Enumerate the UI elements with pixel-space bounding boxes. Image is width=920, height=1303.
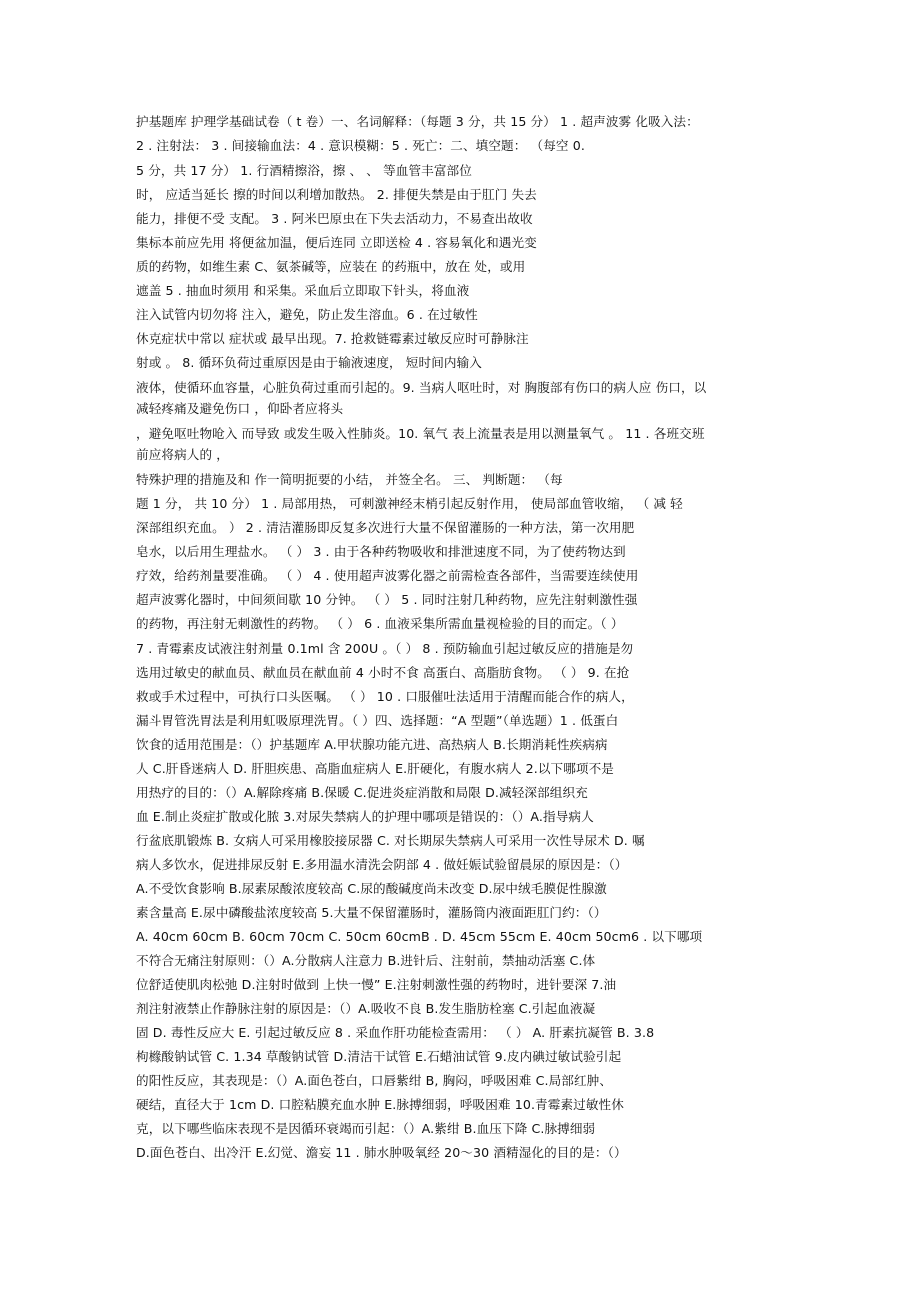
text-line: 前应将病人的 ，: [136, 447, 229, 462]
text-line: 5 分，共 17 分） 1. 行酒精擦浴，擦 、 、 等血管丰富部位: [136, 163, 472, 178]
text-line: 枸橼酸钠试管 C. 1.34 草酸钠试管 D.清洁干试管 E.石蜡油试管 9.皮内碘过敏试验引起: [136, 1049, 622, 1064]
text-line: 2 . 注射法： 3 . 间接输血法：4 . 意识模糊：5 . 死亡：二、填空题： （每空 0.: [136, 138, 585, 153]
text-line: 护基题库 护理学基础试卷（ t 卷）一、名词解释：（每题 3 分，共 15 分） 1 . 超声波雾 化吸入法：: [136, 114, 699, 129]
text-line: 血 E.制止炎症扩散或化脓 3.对尿失禁病人的护理中哪项是错误的：（）A.指导病人: [136, 809, 594, 824]
text-line: 注入试管内切勿将 注入，避免，防止发生溶血。6 . 在过敏性: [136, 307, 478, 322]
text-line: A.不受饮食影响 B.尿素尿酸浓度较高 C.尿的酸碱度尚未改变 D.尿中绒毛膜促性腺激: [136, 881, 607, 896]
text-line: 射或 。 8. 循环负荷过重原因是由于输液速度， 短时间内输入: [136, 355, 482, 370]
text-line: 用热疗的目的：（）A.解除疼痛 B.保暖 C.促进炎症消散和局限 D.减轻深部组织充: [136, 785, 588, 800]
text-line: 选用过敏史的献血员、献血员在献血前 4 小时不食 高蛋白、高脂肪食物。 （ ） 9. 在抢: [136, 665, 630, 680]
text-line: 深部组织充血。 ） 2 . 清洁灌肠即反复多次进行大量不保留灌肠的一种方法，第一次用肥: [136, 520, 635, 535]
text-line: 不符合无痛注射原则：（）A.分散病人注意力 B.进针后、注射前，禁抽动活塞 C.体: [136, 953, 596, 968]
text-line: 固 D. 毒性反应大 E. 引起过敏反应 8 . 采血作肝功能检查需用： （ ） A. 肝素抗凝管 B. 3.8: [136, 1025, 655, 1040]
text-line: 7 . 青霉素皮试液注射剂量 0.1ml 含 200U 。（ ） 8 . 预防输血引起过敏反应的措施是勿: [136, 641, 634, 656]
text-line: 硬结，直径大于 1cm D. 口腔粘膜充血水肿 E.脉搏细弱，呼吸困难 10.青霉素过敏性休: [136, 1097, 624, 1112]
text-line: 的药物，再注射无刺激性的药物。 （ ） 6 . 血液采集所需血量视检验的目的而定。（ ）: [136, 616, 624, 631]
text-line: 疗效，给药剂量要准确。 （ ） 4 . 使用超声波雾化器之前需检查各部件，当需要连续使用: [136, 568, 639, 583]
text-line: D.面色苍白、出冷汗 E.幻觉、澹妄 11 . 肺水肿吸氧经 20～30 酒精湿化的目的是：（）: [136, 1145, 627, 1160]
text-line: 救或手术过程中，可执行口头医嘱。 （ ） 10 . 口服催吐法适用于清醒而能合作的病人，: [136, 689, 634, 704]
text-line: 病人多饮水，促进排尿反射 E.多用温水清洗会阴部 4 . 做妊娠试验留晨尿的原因是：（）: [136, 857, 628, 872]
text-line: 剂注射液禁止作静脉注射的原因是：（）A.吸收不良 B.发生脂肪栓塞 C.引起血液凝: [136, 1001, 596, 1016]
text-line: 位舒适使肌肉松弛 D.注射时做到 上快一慢” E.注射刺激性强的药物时，进针要深 7.油: [136, 977, 617, 992]
text-line: 的阳性反应，其表现是：（）A.面色苍白，口唇紫绀 B, 胸闷，呼吸困难 C.局部红肿、: [136, 1073, 613, 1088]
text-line: 超声波雾化器时，中间须间歇 10 分钟。 （ ） 5 . 同时注射几种药物，应先注射刺激性强: [136, 592, 638, 607]
text-line: 遮盖 5 . 抽血时须用 和采集。采血后立即取下针头，将血液: [136, 283, 470, 298]
text-line: 皂水，以后用生理盐水。 （ ） 3 . 由于各种药物吸收和排泄速度不同，为了使药物达到: [136, 544, 626, 559]
text-line: 集标本前应先用 将便盆加温，便后连同 立即送检 4 . 容易氧化和遇光变: [136, 235, 537, 250]
text-line: 能力，排便不受 支配。 3 . 阿米巴原虫在下失去活动力，不易查出故收: [136, 211, 533, 226]
text-line: 特殊护理的措施及和 作一简明扼要的小结， 并签全名。 三、 判断题： （每: [136, 472, 563, 487]
text-line: 素含量高 E.尿中磷酸盐浓度较高 5.大量不保留灌肠时，灌肠筒内液面距肛门约：（）: [136, 905, 607, 920]
text-line: 质的药物，如维生素 C、氨茶碱等，应装在 的药瓶中，放在 处，或用: [136, 259, 526, 274]
text-line: 克，以下哪些临床表现不是因循环衰竭而引起：（）A.紫绀 B.血压下降 C.脉搏细弱: [136, 1121, 596, 1136]
text-line: 饮食的适用范围是：（）护基题库 A.甲状腺功能亢进、高热病人 B.长期消耗性疾病病: [136, 737, 608, 752]
text-line: 题 1 分， 共 10 分） 1 . 局部用热， 可刺激神经末梢引起反射作用， 使局部血管收缩， （ 减 轻: [136, 496, 683, 511]
text-line: 漏斗胃管洗胃法是利用虹吸原理洗胃。（ ）四、选择题：“A 型题”（单选题）1 . 低蛋白: [136, 713, 619, 728]
text-line: A. 40cm 60cm B. 60cm 70cm C. 50cm 60cmB . D. 45cm 55cm E. 40cm 50cm6 . 以下哪项: [136, 929, 703, 944]
text-line: ，避免呕吐物呛入 而导致 或发生吸入性肺炎。10. 氧气 表上流量表是用以测量氧气 。 11 . 各班交班: [136, 426, 705, 441]
text-line: 时， 应适当延长 擦的时间以利增加散热。 2. 排便失禁是由于肛门 失去: [136, 187, 537, 202]
text-line: 行盆底肌锻炼 B. 女病人可采用橡胶接尿器 C. 对长期尿失禁病人可采用一次性导尿术 D. 嘱: [136, 833, 645, 848]
text-line: 减轻疼痛及避免伤口 ，仰卧者应将头: [136, 401, 344, 416]
text-line: 休克症状中常以 症状或 最早出现。7. 抢救链霉素过敏反应时可静脉注: [136, 331, 529, 346]
text-line: 液体，使循环血容量，心脏负荷过重而引起的。9. 当病人呕吐时，对 胸腹部有伤口的病人应 伤口，以: [136, 380, 707, 395]
text-line: 人 C.肝昏迷病人 D. 肝胆疾患、高脂血症病人 E.肝硬化，有腹水病人 2.以下哪项不是: [136, 761, 614, 776]
